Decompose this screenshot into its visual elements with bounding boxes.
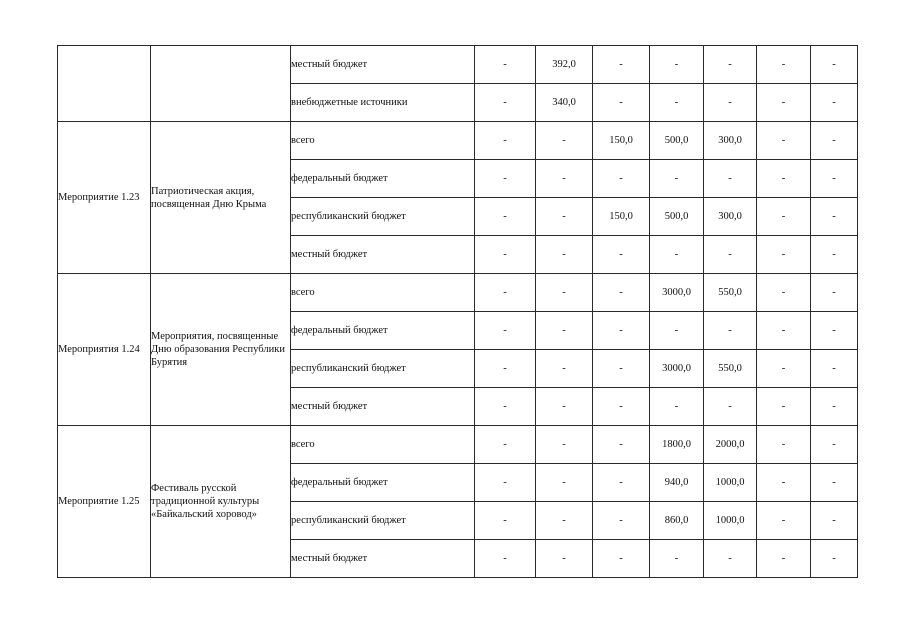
amount-cell: -	[475, 502, 536, 540]
funding-source: местный бюджет	[291, 46, 475, 84]
amount-cell: 550,0	[704, 350, 757, 388]
funding-source: республиканский бюджет	[291, 502, 475, 540]
table-body	[58, 46, 858, 578]
amount-cell: -	[811, 274, 858, 312]
amount-cell: -	[536, 540, 593, 578]
amount-cell: -	[650, 312, 704, 350]
amount-cell: -	[704, 84, 757, 122]
funding-source: всего	[291, 274, 475, 312]
amount-cell: -	[593, 502, 650, 540]
amount-cell: -	[757, 312, 811, 350]
amount-cell: -	[475, 312, 536, 350]
amount-cell: -	[593, 350, 650, 388]
amount-cell: -	[475, 122, 536, 160]
amount-cell: -	[757, 274, 811, 312]
amount-cell: -	[650, 84, 704, 122]
amount-cell: 150,0	[593, 122, 650, 160]
amount-cell: -	[757, 464, 811, 502]
amount-cell: -	[811, 198, 858, 236]
amount-cell: 1800,0	[650, 426, 704, 464]
amount-cell: -	[593, 236, 650, 274]
amount-cell: -	[704, 160, 757, 198]
amount-cell: -	[536, 388, 593, 426]
activity-title: Мероприятия, посвященные Дню образования Республики Бурятия	[151, 274, 291, 426]
amount-cell: -	[811, 388, 858, 426]
table-row	[58, 426, 858, 464]
amount-cell: -	[811, 426, 858, 464]
amount-cell: -	[475, 464, 536, 502]
amount-cell: 3000,0	[650, 274, 704, 312]
amount-cell: -	[757, 198, 811, 236]
amount-cell: -	[593, 274, 650, 312]
amount-cell: -	[475, 350, 536, 388]
funding-source: республиканский бюджет	[291, 198, 475, 236]
amount-cell: -	[704, 236, 757, 274]
amount-cell: 500,0	[650, 198, 704, 236]
amount-cell: -	[811, 84, 858, 122]
amount-cell: 150,0	[593, 198, 650, 236]
amount-cell: 340,0	[536, 84, 593, 122]
table-row	[58, 46, 858, 84]
activity-code: Мероприятие 1.23	[58, 122, 151, 274]
funding-source: местный бюджет	[291, 540, 475, 578]
activity-title	[151, 46, 291, 122]
table-row	[58, 274, 858, 312]
table-row	[58, 122, 858, 160]
amount-cell: -	[650, 236, 704, 274]
amount-cell: 3000,0	[650, 350, 704, 388]
amount-cell: -	[475, 388, 536, 426]
amount-cell: 392,0	[536, 46, 593, 84]
amount-cell: -	[475, 46, 536, 84]
funding-source: всего	[291, 122, 475, 160]
amount-cell: -	[757, 426, 811, 464]
funding-source: местный бюджет	[291, 236, 475, 274]
amount-cell: -	[704, 46, 757, 84]
amount-cell: -	[536, 236, 593, 274]
amount-cell: -	[536, 350, 593, 388]
amount-cell: -	[536, 198, 593, 236]
amount-cell: -	[475, 198, 536, 236]
amount-cell: -	[536, 160, 593, 198]
amount-cell: -	[757, 236, 811, 274]
funding-source: внебюджетные источники	[291, 84, 475, 122]
amount-cell: -	[593, 426, 650, 464]
amount-cell: -	[757, 160, 811, 198]
amount-cell: -	[536, 426, 593, 464]
activity-title: Фестиваль русской традиционной культуры «Байкальский хоровод»	[151, 426, 291, 578]
amount-cell: -	[593, 46, 650, 84]
amount-cell: -	[475, 540, 536, 578]
amount-cell: -	[475, 160, 536, 198]
amount-cell: -	[704, 388, 757, 426]
amount-cell: -	[593, 160, 650, 198]
amount-cell: -	[704, 312, 757, 350]
amount-cell: -	[593, 540, 650, 578]
amount-cell: -	[811, 46, 858, 84]
amount-cell: -	[811, 312, 858, 350]
amount-cell: 2000,0	[704, 426, 757, 464]
funding-source: федеральный бюджет	[291, 464, 475, 502]
amount-cell: -	[650, 388, 704, 426]
amount-cell: -	[811, 236, 858, 274]
funding-source: федеральный бюджет	[291, 160, 475, 198]
activity-code	[58, 46, 151, 122]
amount-cell: -	[536, 274, 593, 312]
amount-cell: 1000,0	[704, 502, 757, 540]
amount-cell: -	[536, 122, 593, 160]
amount-cell: -	[475, 236, 536, 274]
amount-cell: -	[593, 464, 650, 502]
funding-source: всего	[291, 426, 475, 464]
amount-cell: -	[757, 122, 811, 160]
funding-source: федеральный бюджет	[291, 312, 475, 350]
amount-cell: 860,0	[650, 502, 704, 540]
amount-cell: -	[593, 388, 650, 426]
budget-table	[57, 45, 858, 578]
amount-cell: -	[757, 350, 811, 388]
amount-cell: -	[757, 388, 811, 426]
amount-cell: -	[757, 46, 811, 84]
amount-cell: -	[811, 464, 858, 502]
amount-cell: -	[757, 540, 811, 578]
amount-cell: -	[475, 274, 536, 312]
amount-cell: 500,0	[650, 122, 704, 160]
amount-cell: 550,0	[704, 274, 757, 312]
amount-cell: -	[536, 312, 593, 350]
amount-cell: -	[811, 540, 858, 578]
amount-cell: -	[757, 84, 811, 122]
amount-cell: -	[704, 540, 757, 578]
amount-cell: -	[650, 46, 704, 84]
amount-cell: -	[811, 122, 858, 160]
amount-cell: -	[475, 426, 536, 464]
amount-cell: 940,0	[650, 464, 704, 502]
amount-cell: -	[536, 502, 593, 540]
amount-cell: -	[593, 312, 650, 350]
amount-cell: -	[811, 502, 858, 540]
amount-cell: -	[811, 160, 858, 198]
amount-cell: -	[650, 160, 704, 198]
amount-cell: -	[593, 84, 650, 122]
amount-cell: -	[757, 502, 811, 540]
funding-source: местный бюджет	[291, 388, 475, 426]
amount-cell: -	[650, 540, 704, 578]
amount-cell: -	[475, 84, 536, 122]
activity-code: Мероприятие 1.25	[58, 426, 151, 578]
activity-title: Патриотическая акция, посвященная Дню Крыма	[151, 122, 291, 274]
amount-cell: 300,0	[704, 122, 757, 160]
activity-code: Мероприятия 1.24	[58, 274, 151, 426]
amount-cell: -	[536, 464, 593, 502]
funding-source: республиканский бюджет	[291, 350, 475, 388]
amount-cell: 1000,0	[704, 464, 757, 502]
amount-cell: 300,0	[704, 198, 757, 236]
amount-cell: -	[811, 350, 858, 388]
